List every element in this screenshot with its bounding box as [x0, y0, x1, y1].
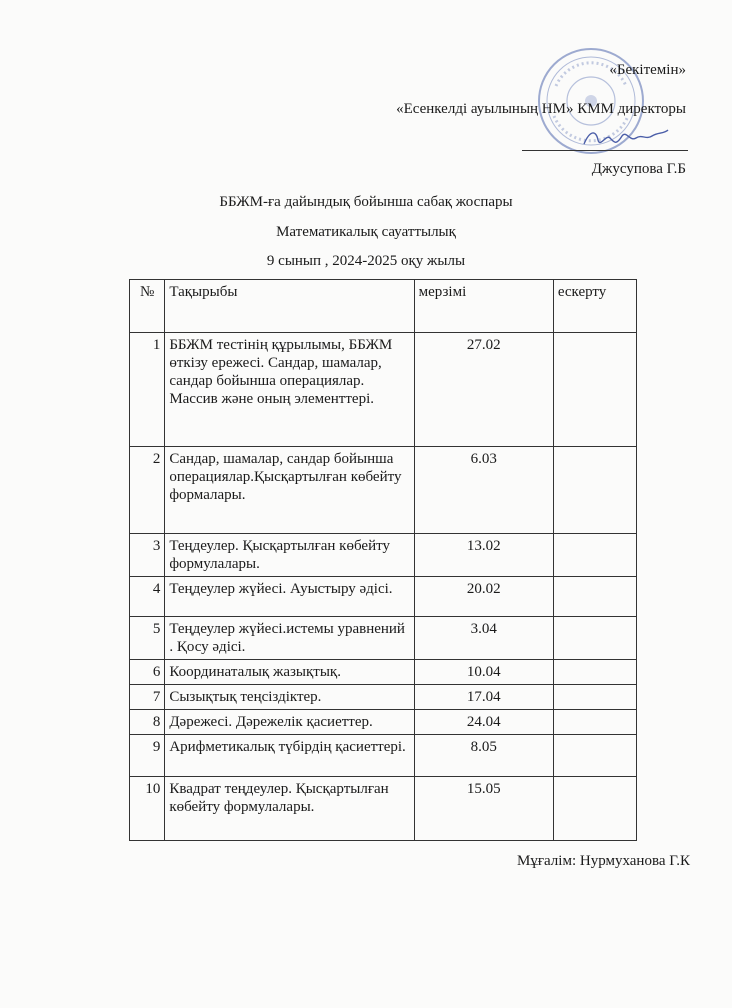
row-topic: Теңдеулер жүйесі. Ауыстыру әдісі. — [165, 577, 414, 617]
row-date: 24.04 — [414, 710, 553, 735]
row-number: 7 — [130, 685, 165, 710]
row-topic: Арифметикалық түбірдің қасиеттері. — [165, 735, 414, 777]
row-date: 17.04 — [414, 685, 553, 710]
row-topic: Квадрат теңдеулер. Қысқартылған көбейту формулалары. — [165, 777, 414, 841]
approval-position: «Есенкелді ауылының НМ» КММ директоры — [396, 101, 686, 117]
row-number: 10 — [130, 777, 165, 841]
row-number: 1 — [130, 333, 165, 447]
row-note — [553, 534, 636, 577]
row-note — [553, 685, 636, 710]
approval-heading: «Бекітемін» — [609, 62, 686, 78]
header-topic: Тақырыбы — [165, 280, 414, 333]
table-row — [130, 577, 637, 617]
row-number: 9 — [130, 735, 165, 777]
row-date: 13.02 — [414, 534, 553, 577]
row-note — [553, 617, 636, 660]
row-date: 8.05 — [414, 735, 553, 777]
table-row — [130, 333, 637, 447]
table-row — [130, 534, 637, 577]
row-date: 27.02 — [414, 333, 553, 447]
row-note — [553, 710, 636, 735]
row-date: 20.02 — [414, 577, 553, 617]
row-note — [553, 735, 636, 777]
row-number: 2 — [130, 447, 165, 534]
row-topic: Сандар, шамалар, сандар бойынша операциялар.Қысқартылған көбейту формалары. — [165, 447, 414, 534]
header-number: № — [130, 280, 165, 333]
table-row — [130, 617, 637, 660]
table-header-row — [130, 280, 637, 333]
row-note — [553, 660, 636, 685]
row-date: 15.05 — [414, 777, 553, 841]
plan-title: ББЖМ-ға дайындық бойынша сабақ жоспары — [219, 194, 513, 210]
header-date: мерзімі — [414, 280, 553, 333]
row-topic: ББЖМ тестінің құрылымы, ББЖМ өткізу ережесі. Сандар, шамалар, сандар бойынша операциялар. Массив және оның элементтері. — [165, 333, 414, 447]
row-note — [553, 333, 636, 447]
row-note — [553, 577, 636, 617]
teacher-name: Мұғалім: Нурмуханова Г.К — [517, 853, 690, 869]
row-date: 3.04 — [414, 617, 553, 660]
header-note: ескерту — [553, 280, 636, 333]
row-topic: Сызықтық теңсіздіктер. — [165, 685, 414, 710]
row-note — [553, 447, 636, 534]
table-row — [130, 735, 637, 777]
signature-line — [522, 150, 688, 151]
row-note — [553, 777, 636, 841]
row-number: 4 — [130, 577, 165, 617]
row-number: 6 — [130, 660, 165, 685]
grade-year: 9 сынып , 2024-2025 оқу жылы — [266, 253, 466, 269]
row-topic: Теңдеулер. Қысқартылған көбейту формулалары. — [165, 534, 414, 577]
table-row — [130, 685, 637, 710]
table-row — [130, 777, 637, 841]
row-number: 8 — [130, 710, 165, 735]
table-row — [130, 710, 637, 735]
row-number: 3 — [130, 534, 165, 577]
row-date: 6.03 — [414, 447, 553, 534]
lesson-plan-table — [129, 279, 637, 841]
row-number: 5 — [130, 617, 165, 660]
row-topic: Дәрежесі. Дәрежелік қасиеттер. — [165, 710, 414, 735]
table-row — [130, 660, 637, 685]
row-topic: Теңдеулер жүйесі.истемы уравнений . Қосу әдісі. — [165, 617, 414, 660]
row-topic: Координаталық жазықтық. — [165, 660, 414, 685]
director-name: Джусупова Г.Б — [591, 161, 686, 177]
subject-title: Математикалық сауаттылық — [276, 224, 456, 240]
table-row — [130, 447, 637, 534]
row-date: 10.04 — [414, 660, 553, 685]
